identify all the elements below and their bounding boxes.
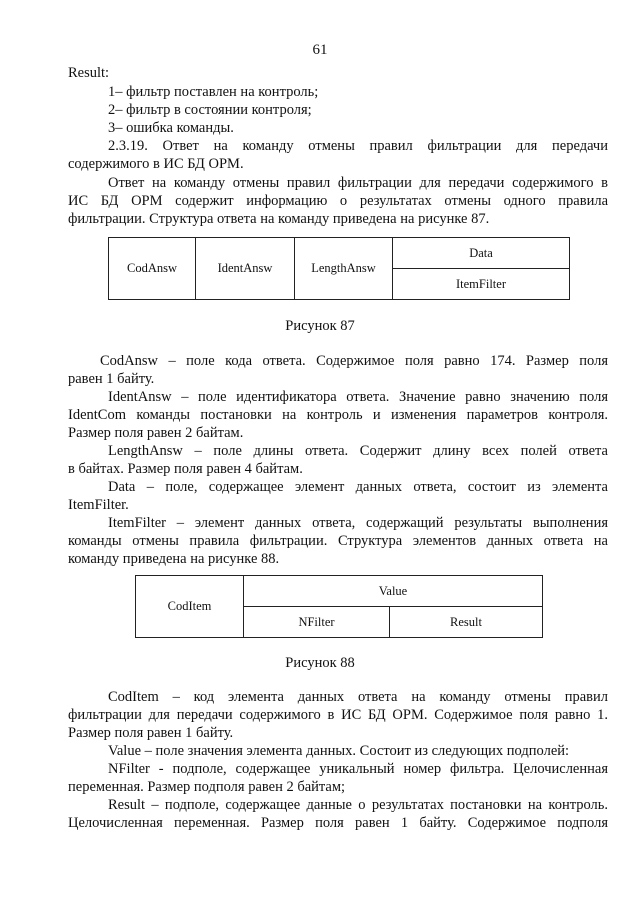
figure-88-table [135,575,543,638]
paragraph-line: Value – поле значения элемента данных. Состоит из следующих подполей: [108,743,570,759]
list-item: 3– ошибка команды. [108,120,234,136]
figure-88-caption: Рисунок 88 [285,655,355,671]
cell-result: Result [390,607,543,638]
paragraph-line: Размер поля равен 1 байту. [68,725,234,741]
cell-lengthansw: LengthAnsw [295,238,393,300]
text-line: Result: [68,65,110,81]
cell-identansw: IdentAnsw [196,238,295,300]
cell-nfilter: NFilter [244,607,390,638]
paragraph-line: LengthAnsw – поле длины ответа. Содержит длину всех полей ответа [108,443,608,459]
paragraph-line: фильтрации. Структура ответа на команду приведена на рисунке 87. [68,211,490,227]
cell-itemfilter: ItemFilter [393,269,570,300]
cell-data: Data [393,238,570,269]
paragraph-line: Ответ на команду отмены правил фильтрации для передачи содержимого в [108,175,608,191]
figure-87-caption: Рисунок 87 [285,318,355,334]
paragraph-line: команду приведена на рисунке 88. [68,551,280,567]
paragraph-line: команды отмены правила фильтрации. Структура элементов данных ответа на [68,533,608,549]
paragraph-line: Целочисленная переменная. Размер поля равен 1 байту. Содержимое подполя [68,815,608,831]
list-item: 2– фильтр в состоянии контроля; [108,102,312,118]
page-number: 61 [312,42,328,58]
cell-codansw: CodAnsw [109,238,196,300]
paragraph-line: ИС БД ОРМ содержит информацию о результатах отмены одного правила [68,193,608,209]
paragraph-line: переменная. Размер подполя равен 2 байтам; [68,779,346,795]
paragraph-line: Размер поля равен 2 байтам. [68,425,244,441]
list-item: 1– фильтр поставлен на контроль; [108,84,319,100]
paragraph-line: ItemFilter – элемент данных ответа, содержащий результаты выполнения [108,515,608,531]
paragraph-line: ItemFilter. [68,497,129,513]
paragraph-line: Result – подполе, содержащее данные о результатах постановки на контроль. [108,797,608,813]
paragraph-line: фильтрации для передачи содержимого в ИС БД ОРМ. Содержимое поля равно 1. [68,707,608,723]
paragraph-line: Data – поле, содержащее элемент данных ответа, состоит из элемента [108,479,608,495]
section-heading-cont: содержимого в ИС БД ОРМ. [68,156,244,172]
cell-coditem: CodItem [136,576,244,638]
paragraph-line: в байтах. Размер поля равен 4 байтам. [68,461,303,477]
paragraph-line: IdentCom команды постановки на контроль и изменения параметров контроля. [68,407,608,423]
paragraph-line: равен 1 байту. [68,371,155,387]
cell-value: Value [244,576,543,607]
figure-87-table [108,237,570,300]
section-heading: 2.3.19. Ответ на команду отмены правил фильтрации для передачи [108,138,608,154]
paragraph-line: CodAnsw – поле кода ответа. Содержимое поля равно 174. Размер поля [100,353,608,369]
paragraph-line: IdentAnsw – поле идентификатора ответа. Значение равно значению поля [108,389,608,405]
paragraph-line: CodItem – код элемента данных ответа на команду отмены правил [108,689,608,705]
paragraph-line: NFilter - подполе, содержащее уникальный номер фильтра. Целочисленная [108,761,608,777]
